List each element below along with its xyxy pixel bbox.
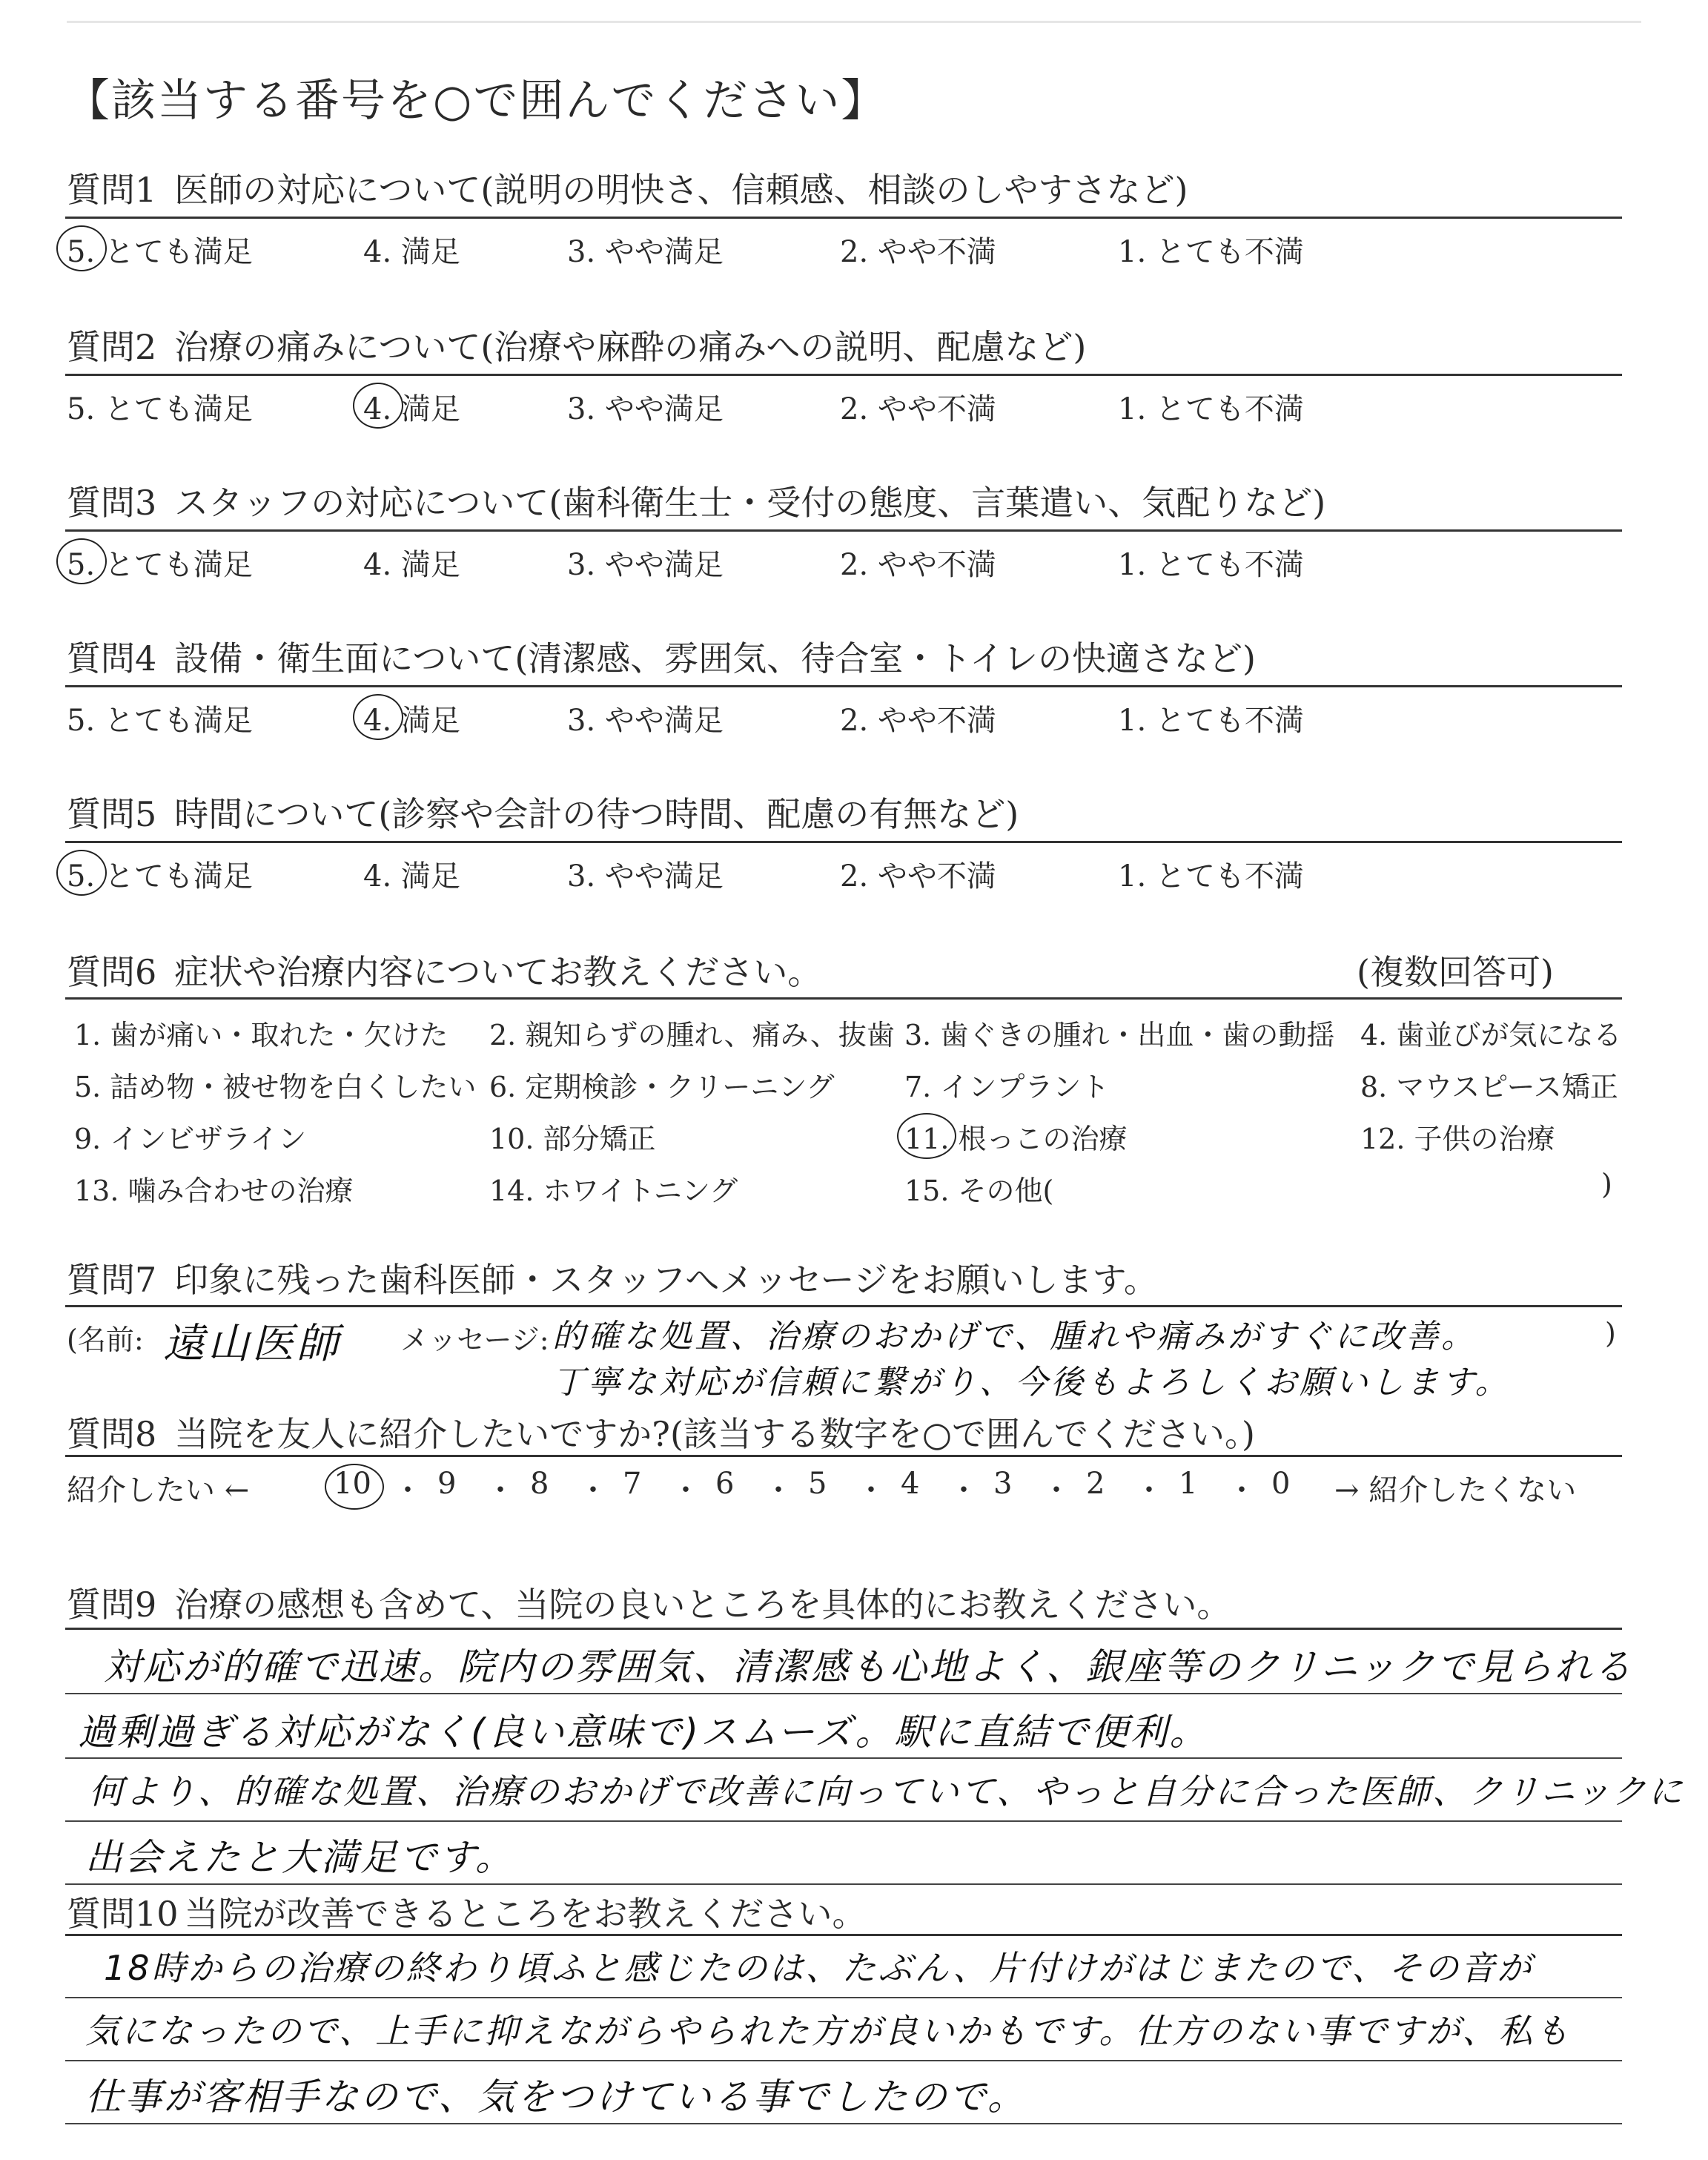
selection-circle bbox=[325, 1464, 384, 1510]
scale-separator: ・ bbox=[1042, 1473, 1071, 1507]
answer-line bbox=[65, 1820, 1622, 1822]
option-4[interactable]: 4. 満足 bbox=[363, 386, 460, 428]
answer-line bbox=[65, 2123, 1622, 2124]
option-3[interactable]: 3. やや満足 bbox=[567, 548, 724, 582]
question-6-options bbox=[74, 1012, 1631, 1220]
scale-separator: ・ bbox=[578, 1473, 608, 1507]
question-4-rule bbox=[65, 685, 1622, 687]
scale-0[interactable]: 0 bbox=[1271, 1467, 1291, 1501]
selection-circle bbox=[897, 1113, 956, 1159]
question-number: 質問1 bbox=[67, 170, 157, 210]
option-5[interactable]: 5. とても満足 bbox=[67, 228, 253, 271]
answer-line bbox=[65, 1757, 1622, 1759]
message-line-1: 的確な処置、治療のおかげで、腫れや痛みがすぐに改善。 bbox=[552, 1318, 1477, 1355]
option-1[interactable]: 1. とても不満 bbox=[1118, 392, 1304, 426]
question-1-title bbox=[67, 163, 1188, 212]
q10-answer-line-3: 仕事が客相手なので、気をつけている事でしたので。 bbox=[85, 2075, 1027, 2118]
option-1[interactable]: 1. とても不満 bbox=[1118, 235, 1304, 269]
q10-answer-line-2: 気になったので、上手に抑えながらやられた方が良いかもです。仕方のない事ですが、私も bbox=[85, 2011, 1572, 2051]
question-1-options bbox=[67, 228, 1623, 273]
symptom-option-9[interactable]: 9. インビザライン bbox=[74, 1123, 307, 1155]
name-label: (名前: bbox=[67, 1324, 144, 1356]
message-close-paren: ) bbox=[1605, 1317, 1616, 1350]
scale-separator: ・ bbox=[1227, 1473, 1257, 1507]
selection-circle bbox=[56, 538, 107, 584]
symptom-option-11[interactable]: 11. 根っこの治療 bbox=[904, 1116, 1128, 1157]
scale-4[interactable]: 4 bbox=[901, 1467, 920, 1501]
q9-answer-line-3: 何より、的確な処置、治療のおかげで改善に向っていて、やっと自分に合った医師、クリニックに bbox=[89, 1771, 1685, 1811]
option-4[interactable]: 4. 満足 bbox=[363, 548, 460, 582]
question-text: 医師の対応について(説明の明快さ、信頼感、相談のしやすさなど) bbox=[174, 170, 1188, 210]
symptom-option-15[interactable]: 15. その他( bbox=[904, 1175, 1054, 1207]
question-9-rule bbox=[65, 1628, 1622, 1630]
question-3-options bbox=[67, 541, 1623, 586]
scale-separator: ・ bbox=[393, 1473, 423, 1507]
scale-1[interactable]: 1 bbox=[1179, 1467, 1198, 1501]
q9-answer-line-1: 対応が的確で迅速。院内の雰囲気、清潔感も心地よく、銀座等のクリニックで見られる bbox=[104, 1645, 1633, 1688]
question-9-title: 質問9 治療の感想も含めて、当院の良いところを具体的にお教えください。 bbox=[67, 1585, 1231, 1625]
scale-7[interactable]: 7 bbox=[623, 1467, 642, 1501]
selection-circle bbox=[56, 850, 107, 896]
scale-separator: ・ bbox=[949, 1473, 979, 1507]
question-2-title: 質問2 治療の痛みについて(治療や麻酔の痛みへの説明、配慮など) bbox=[67, 327, 1087, 367]
scale-left-label: 紹介したい ← bbox=[67, 1473, 250, 1507]
scale-separator: ・ bbox=[671, 1473, 701, 1507]
question-8-rule bbox=[65, 1455, 1622, 1457]
doctor-name-handwritten: 遠山医師 bbox=[163, 1320, 341, 1368]
selection-circle bbox=[353, 383, 403, 429]
option-2[interactable]: 2. やや不満 bbox=[840, 548, 996, 582]
option-3[interactable]: 3. やや満足 bbox=[567, 235, 724, 269]
symptom-option-8[interactable]: 8. マウスピース矯正 bbox=[1360, 1071, 1618, 1103]
question-2-rule bbox=[65, 374, 1622, 376]
scale-separator: ・ bbox=[764, 1473, 793, 1507]
option-3[interactable]: 3. やや満足 bbox=[567, 859, 724, 894]
symptom-option-14[interactable]: 14. ホワイトニング bbox=[489, 1175, 738, 1207]
question-3-rule bbox=[65, 529, 1622, 532]
q9-answer-line-2: 過剰過ぎる対応がなく(良い意味で)スムーズ。駅に直結で便利。 bbox=[78, 1711, 1209, 1754]
symptom-option-3[interactable]: 3. 歯ぐきの腫れ・出血・歯の動揺 bbox=[904, 1019, 1335, 1051]
question-5-title: 質問5 時間について(診察や会計の待つ時間、配慮の有無など) bbox=[67, 794, 1019, 834]
symptom-option-1[interactable]: 1. 歯が痛い・取れた・欠けた bbox=[74, 1019, 448, 1051]
question-7-title: 質問7 印象に残った歯科医師・スタッフへメッセージをお願いします。 bbox=[67, 1260, 1158, 1300]
answer-line bbox=[65, 1883, 1622, 1885]
q9-answer-line-4: 出会えたと大満足です。 bbox=[85, 1836, 514, 1879]
scale-right-label: → 紹介したくない bbox=[1334, 1473, 1577, 1507]
selection-circle bbox=[56, 225, 107, 271]
option-1[interactable]: 1. とても不満 bbox=[1118, 548, 1304, 582]
symptom-option-5[interactable]: 5. 詰め物・被せ物を白くしたい bbox=[74, 1071, 477, 1103]
option-3[interactable]: 3. やや満足 bbox=[567, 704, 724, 738]
scale-10[interactable]: 10 bbox=[334, 1467, 371, 1501]
question-4-options bbox=[67, 697, 1623, 742]
symptom-option-13[interactable]: 13. 噛み合わせの治療 bbox=[74, 1175, 354, 1207]
option-3[interactable]: 3. やや満足 bbox=[567, 392, 724, 426]
question-2-options bbox=[67, 386, 1623, 430]
question-6-title: 質問6 症状や治療内容についてお教えください。 bbox=[67, 952, 822, 992]
symptom-option-10[interactable]: 10. 部分矯正 bbox=[489, 1123, 656, 1155]
question-6-rule bbox=[65, 997, 1622, 1000]
scale-9[interactable]: 9 bbox=[437, 1467, 457, 1501]
option-5[interactable]: 5. とても満足 bbox=[67, 704, 253, 738]
option-2[interactable]: 2. やや不満 bbox=[840, 392, 996, 426]
q10-answer-line-1: 18時からの治療の終わり頃ふと感じたのは、たぶん、片付けがはじまたので、その音が bbox=[104, 1948, 1534, 1988]
option-2[interactable]: 2. やや不満 bbox=[840, 235, 996, 269]
scale-8[interactable]: 8 bbox=[530, 1467, 549, 1501]
answer-line bbox=[65, 1693, 1622, 1694]
question-7-rule bbox=[65, 1305, 1622, 1307]
question-5-options bbox=[67, 853, 1623, 897]
scale-5[interactable]: 5 bbox=[808, 1467, 827, 1501]
question-1-rule bbox=[65, 217, 1622, 219]
symptom-option-2[interactable]: 2. 親知らずの腫れ、痛み、抜歯 bbox=[489, 1019, 895, 1051]
option-5[interactable]: 5. とても満足 bbox=[67, 392, 253, 426]
answer-line bbox=[65, 1997, 1622, 1998]
symptom-option-4[interactable]: 4. 歯並びが気になる bbox=[1360, 1019, 1622, 1051]
scale-3[interactable]: 3 bbox=[993, 1467, 1013, 1501]
option-2[interactable]: 2. やや不満 bbox=[840, 859, 996, 894]
scale-separator: ・ bbox=[856, 1473, 886, 1507]
other-close-paren: ) bbox=[1601, 1168, 1612, 1200]
option-5[interactable]: 5. とても満足 bbox=[67, 853, 253, 895]
multiple-answer-note: (複数回答可) bbox=[1357, 952, 1554, 992]
symptom-option-12[interactable]: 12. 子供の治療 bbox=[1360, 1123, 1555, 1155]
question-10-rule bbox=[65, 1934, 1622, 1936]
option-4[interactable]: 4. 満足 bbox=[363, 859, 460, 894]
top-divider bbox=[67, 21, 1641, 23]
symptom-option-6[interactable]: 6. 定期検診・クリーニング bbox=[489, 1071, 835, 1103]
question-10-title: 質問10 当院が改善できるところをお教えください。 bbox=[67, 1894, 867, 1934]
answer-line bbox=[65, 2060, 1622, 2061]
scale-6[interactable]: 6 bbox=[715, 1467, 735, 1501]
message-line-2: 丁寧な対応が信頼に繋がり、今後もよろしくお願いします。 bbox=[552, 1364, 1511, 1401]
option-2[interactable]: 2. やや不満 bbox=[840, 704, 996, 738]
option-4[interactable]: 4. 満足 bbox=[363, 235, 460, 269]
question-3-title: 質問3 スタッフの対応について(歯科衛生士・受付の態度、言葉遣い、気配りなど) bbox=[67, 483, 1326, 523]
option-1[interactable]: 1. とても不満 bbox=[1118, 859, 1304, 894]
instruction-header: 【該当する番号を○で囲んでください】 bbox=[65, 75, 887, 127]
scale-separator: ・ bbox=[486, 1473, 515, 1507]
question-5-rule bbox=[65, 841, 1622, 843]
option-1[interactable]: 1. とても不満 bbox=[1118, 704, 1304, 738]
message-label: メッセージ: bbox=[400, 1324, 549, 1356]
option-4[interactable]: 4. 満足 bbox=[363, 697, 460, 739]
question-8-title: 質問8 当院を友人に紹介したいですか?(該当する数字を○で囲んでください。) bbox=[67, 1414, 1255, 1454]
option-5[interactable]: 5. とても満足 bbox=[67, 541, 253, 584]
scale-2[interactable]: 2 bbox=[1086, 1467, 1105, 1501]
scale-separator: ・ bbox=[1134, 1473, 1164, 1507]
question-4-title: 質問4 設備・衛生面について(清潔感、雰囲気、待合室・トイレの快適さなど) bbox=[67, 638, 1256, 678]
symptom-option-7[interactable]: 7. インプラント bbox=[904, 1071, 1110, 1103]
selection-circle bbox=[353, 694, 403, 740]
